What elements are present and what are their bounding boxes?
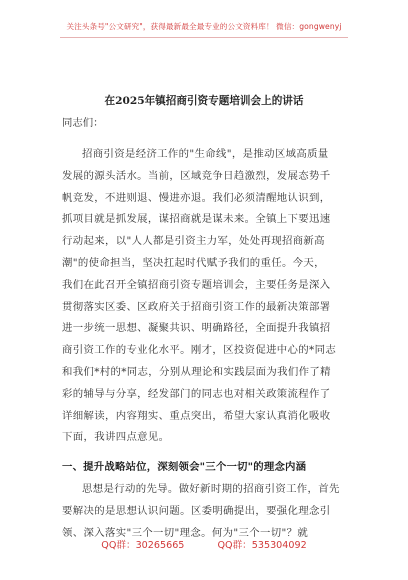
body-line: 行动起来，以"人人都是引资主力军，处处再现招商新高 bbox=[62, 235, 325, 248]
footer-qq-group-right: QQ群：535304092 bbox=[217, 540, 307, 551]
salutation: 同志们： bbox=[62, 117, 104, 129]
section-line: 思想是行动的先导。做好新时期的招商引资工作，首先 bbox=[82, 483, 340, 495]
footer-contact bbox=[0, 537, 408, 551]
section-heading: 一、提升战略站位，深刻领会"三个一切"的理念内涵 bbox=[62, 461, 307, 473]
section-paragraph bbox=[62, 479, 352, 544]
body-line: 进一步统一思想、凝聚共识、明确路径，全面提升我镇招 bbox=[62, 322, 331, 335]
body-line: 下面，我讲四点意见。 bbox=[62, 431, 170, 444]
body-line: 我们在此召开全镇招商引资专题培训会，主要任务是深入 bbox=[62, 278, 331, 291]
header-divider bbox=[60, 37, 348, 38]
body-line: 帆竞发，不进则退、慢进亦退。我们必须清醒地认识到， bbox=[62, 191, 331, 204]
body-line: 商引资工作的专业化水平。刚才，区投资促进中心的*同志 bbox=[62, 344, 337, 357]
section-line: 领、深入落实"三个一切"理念。何为"三个一切"？就 bbox=[62, 526, 309, 539]
body-paragraph bbox=[62, 144, 352, 449]
section-line: 要解决的是思想认识问题。区委明确提出，要强化理念引 bbox=[62, 504, 331, 517]
header-banner: 关注头条号"公文研究"，获得最新最全最专业的公文资料库！ 微信：gongwenyj bbox=[66, 22, 342, 31]
body-line: 招商引资是经济工作的"生命线"，是推动区域高质量 bbox=[82, 148, 329, 160]
footer-qq-group-left: QQ群：30265665 bbox=[101, 540, 185, 551]
body-line: 贯彻落实区委、区政府关于招商引资工作的最新决策部署 bbox=[62, 300, 331, 313]
body-line: 详细解读，内容翔实、重点突出，希望大家认真消化吸收 bbox=[62, 409, 331, 422]
body-line: 潮"的使命担当，坚决扛起时代赋予我们的重任。今天， bbox=[62, 256, 325, 269]
document-title: 在2025年镇招商引资专题培训会上的讲话 bbox=[104, 95, 304, 107]
body-line: 发展的源头活水。当前，区域竞争日趋激烈，发展态势千 bbox=[62, 169, 331, 182]
body-line: 抓项目就是抓发展，谋招商就是谋未来。全镇上下要迅速 bbox=[62, 213, 331, 226]
body-line: 和我们*村的*同志，分别从理论和实践层面为我们作了精 bbox=[62, 365, 331, 378]
body-line: 彩的辅导与分享，经发部门的同志也对相关政策流程作了 bbox=[62, 387, 331, 400]
